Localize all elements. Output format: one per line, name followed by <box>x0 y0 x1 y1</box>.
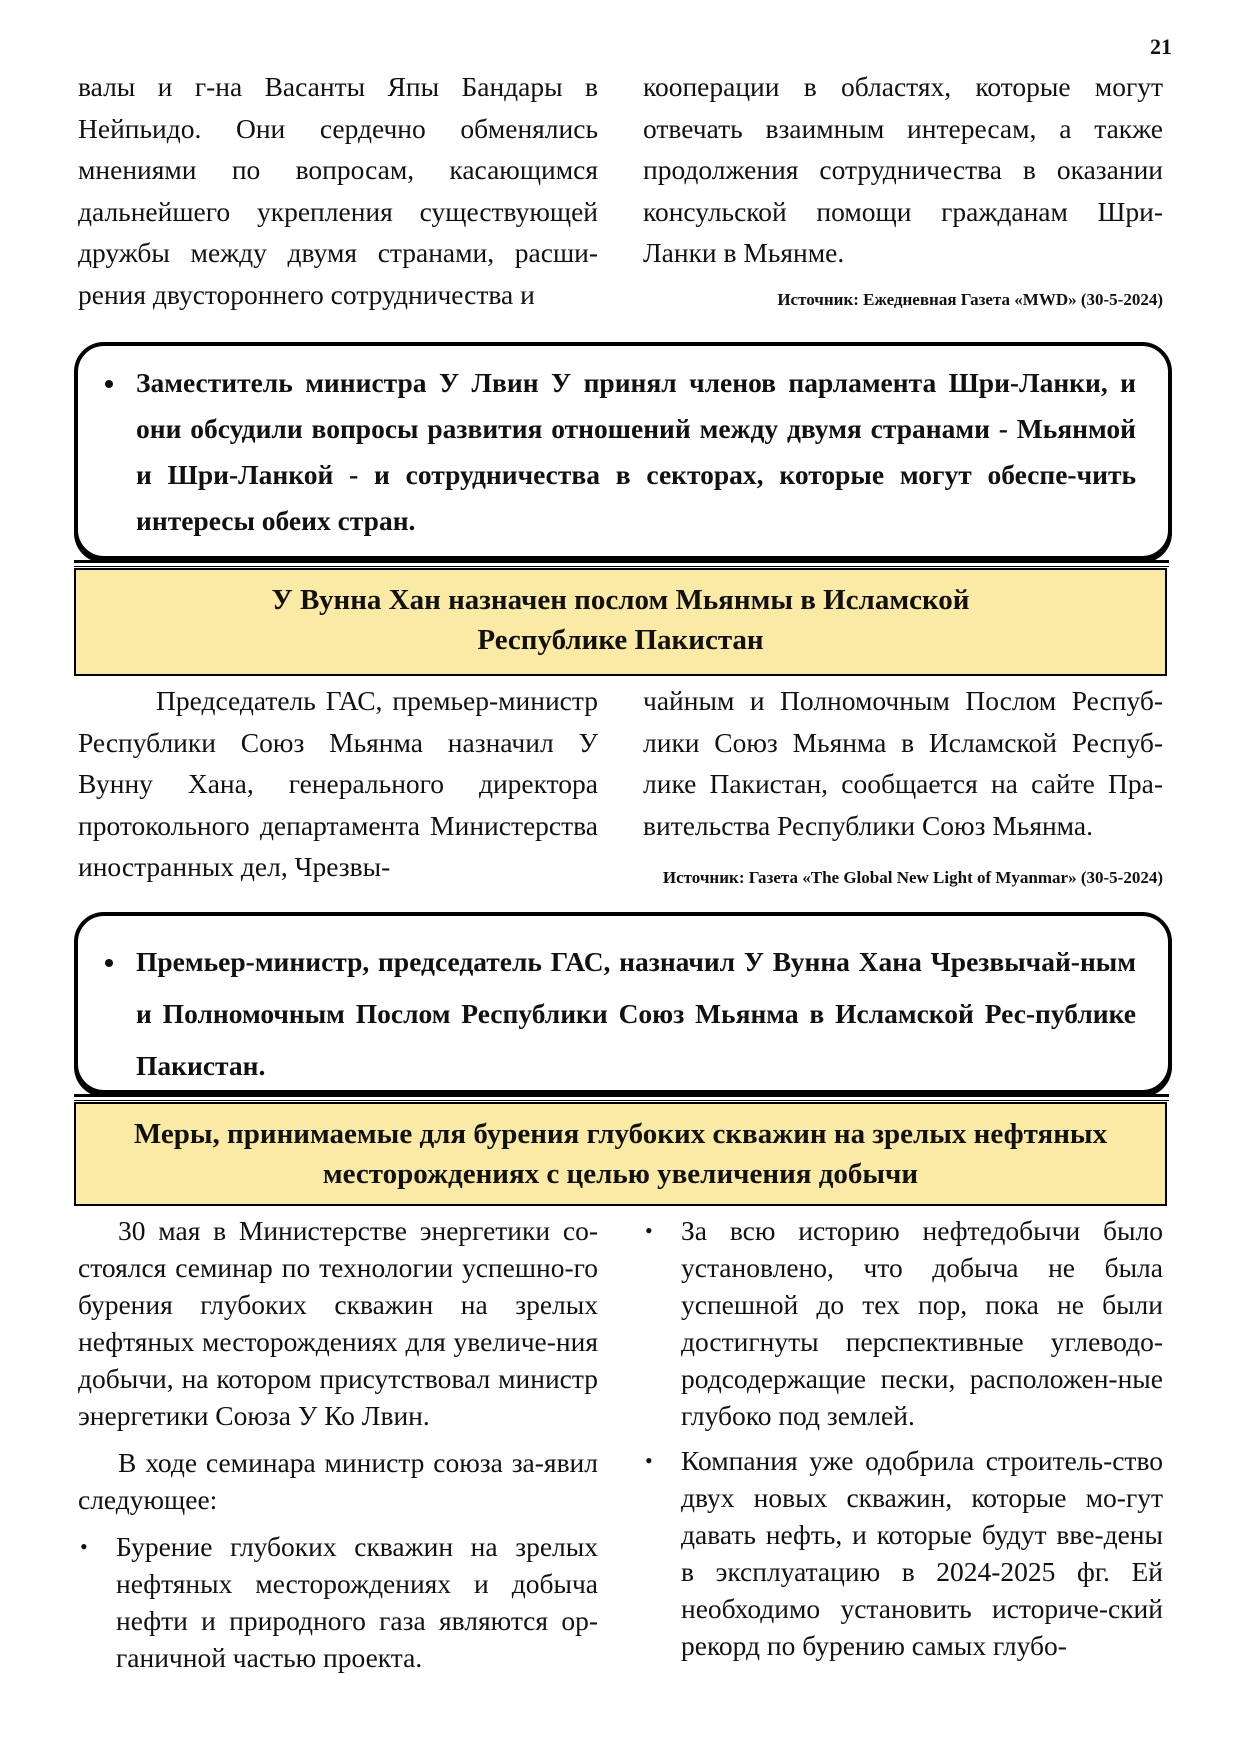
headline-3-line-2: месторождениях с целью увеличения добычи <box>322 1158 919 1190</box>
article3-right-bullet-1: За всю историю нефтедобычи было установлено, что добыча не была успешной до тех пор, пока не были достигнуты перспективные углеводо-родсодержащие пески, расположен-ные глубоко под землей. <box>681 1215 1163 1431</box>
article3-right-bullets <box>643 1212 1163 1664</box>
article2-right-text: чайным и Полномочным Послом Респуб-лики Союз Мьянма в Исламской Респуб-лике Пакистан, сообщается на сайте Пра-вительства Республики Союз Мьянма. <box>643 685 1163 841</box>
headline-3 <box>74 1102 1167 1206</box>
article3-left-bullet-1: Бурение глубоких скважин на зрелых нефтяных месторождениях и добыча нефти и природного газа являются ор-ганичной частью проекта. <box>116 1531 598 1673</box>
article1-left-text: валы и г-на Васанты Япы Бандары в Нейпьидо. Они сердечно обменялись мнениями по вопросам, касающимся дальнейшего укрепления существующей дружбы между двумя странами, расши-рения двустороннего сотрудничества и <box>78 71 598 310</box>
article2-left-text: Председатель ГАС, премьер-министр Республики Союз Мьянма назначил У Вунну Хана, генерального директора протокольного департамента Министерства иностранных дел, Чрезвы- <box>78 685 598 882</box>
headline-2 <box>74 568 1167 676</box>
list-item <box>643 1442 1163 1664</box>
article3-left-bullets <box>78 1528 598 1676</box>
summary-box-1 <box>74 342 1172 560</box>
article1-source: Источник: Ежедневная Газета «MWD» (30-5-2024) <box>777 289 1163 309</box>
article1-left-column <box>78 66 598 315</box>
section-divider-2 <box>74 1094 1169 1101</box>
list-item <box>78 1528 598 1676</box>
article3-left-column <box>78 1212 598 1684</box>
article2-columns <box>78 680 1163 888</box>
summary-1-text: • Заместитель министра У Лвин У принял членов парламента Шри-Ланки, и они обсудили вопросы развития отношений между двумя странами - Мьянмой и Шри-Ланкой - и сотрудничества в секторах, которые могут обеспе-чить интересы обеих стран. <box>128 360 1136 544</box>
article1-columns <box>78 66 1163 315</box>
bullet-icon: • <box>645 1448 653 1473</box>
article2-right-column <box>643 680 1163 888</box>
article3-left-paragraph-2: В ходе семинара министр союза за-явил следующее: <box>78 1447 598 1515</box>
article3-left-paragraph-1: 30 мая в Министерстве энергетики со-стоялся семинар по технологии успешно-го бурения глубоких скважин на зрелых нефтяных месторождениях для увеличе-ния добычи, на котором присутствовал министр энергетики Союза У Ко Лвин. <box>78 1215 598 1431</box>
article1-right-text: кооперации в областях, которые могут отвечать взаимным интересам, а также продолжения сотрудничества в оказании консульской помощи гражданам Шри-Ланки в Мьянме. <box>643 71 1163 268</box>
article1-right-column <box>643 66 1163 315</box>
article3-right-bullet-2: Компания уже одобрила строитель-ство двух новых скважин, которые мо-гут давать нефть, и которые будут вве-дены в эксплуатацию в 2024-2025 фг. Ей необходимо установить историче-ский рекорд по бурению самых глубо- <box>681 1445 1163 1661</box>
summary-box-2 <box>74 912 1172 1094</box>
page-number: 21 <box>1150 34 1172 59</box>
article2-left-column <box>78 680 598 888</box>
bullet-icon: • <box>80 1534 88 1559</box>
list-item <box>643 1212 1163 1434</box>
headline-2-line-1: У Вунна Хан назначен послом Мьянмы в Исламской <box>271 584 970 616</box>
section-divider-1 <box>74 560 1169 567</box>
summary-2-text: • Премьер-министр, председатель ГАС, назначил У Вунна Хана Чрезвычай-ным и Полномочным Послом Республики Союз Мьянма в Исламской Рес-публике Пакистан. <box>128 936 1136 1092</box>
bullet-icon: • <box>645 1218 653 1243</box>
headline-3-line-1: Меры, принимаемые для бурения глубоких скважин на зрелых нефтяных <box>133 1118 1108 1150</box>
article2-source: Источник: Газета «The Global New Light of Myanmar» (30-5-2024) <box>662 868 1163 887</box>
article3-columns <box>78 1212 1163 1684</box>
headline-2-line-2: Республике Пакистан <box>477 624 764 656</box>
article3-right-column <box>643 1212 1163 1684</box>
